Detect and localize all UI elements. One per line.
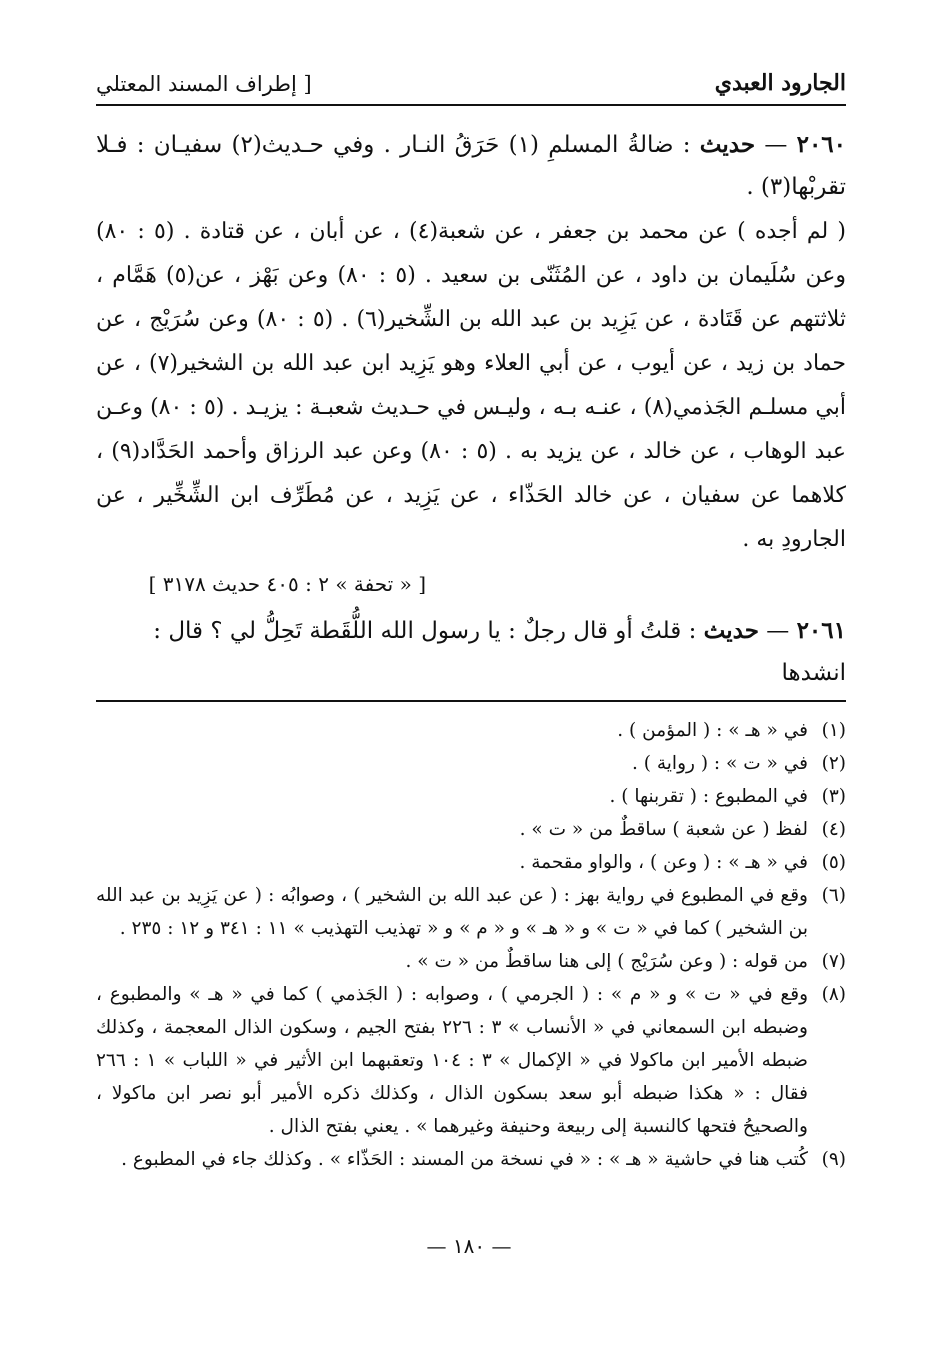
footnote	[96, 978, 846, 1143]
hadith-keyword: حديث	[699, 131, 756, 158]
page-number: — ١٨٠ —	[426, 1234, 512, 1258]
running-header	[96, 70, 846, 106]
footnote-number: (٨)	[821, 984, 846, 1005]
hadith-dash: —	[766, 618, 790, 644]
footnote-number: (١)	[821, 720, 846, 741]
footnote	[96, 879, 846, 945]
footnote-number: (٣)	[821, 786, 846, 807]
footnote	[96, 747, 846, 780]
footnote-number: (٤)	[821, 819, 846, 840]
footnote-number: (٦)	[821, 885, 846, 906]
hadith-text: : قلتُ أو قال رجلٌ : يا رسول الله اللُّقَطة تَحِلُّ لي ؟ قال : انشدها	[153, 618, 846, 686]
tuhfa-reference: [ « تحفة » ٢ : ٤٠٥ حديث ٣١٧٨ ]	[148, 572, 426, 596]
footnote-text: في « هـ » : ( وعن ) ، والواو مقحمة .	[519, 852, 808, 873]
footnote	[96, 846, 846, 879]
header-right-title: الجارود العبدي	[714, 70, 846, 96]
footnote-text: وقع في « ت » و « م » : ( الجرمي ) ، وصوابه : ( الجَذمي ) كما في « هـ » والمطبوع ، وضبطه ابن السمعاني في « الأنساب » ٣ : ٢٢٦ بفتح الجيم ، وسكون الذال المعجمة ، وكذلك ضبطه الأمير ابن ماكولا في « الإكمال » ٣ : ١٠٤ وتعقبهما ابن الأثير في « اللباب » ١ : ٢٦٦ فقال : « هكذا ضبطه أبو سعد بسكون الذال ، وكذلك ذكره الأمير أبو نصر ابن ماكولا ، والصحيحُ فتحها كالنسبة إلى ربيعة وحنيفة وغيرهما » . يعني بفتح الذال .	[96, 984, 809, 1137]
footnote-text: كُتب هنا في حاشية « هـ » : « في نسخة من المسند : الحَذّاء » . وكذلك جاء في المطبوع .	[121, 1149, 808, 1170]
document-page	[96, 70, 846, 1176]
isnad-paragraph: ( لم أجده ) عن محمد بن جعفر ، عن شعبة(٤) ، عن أبان ، عن قتادة . (٥ : ٨٠) وعن سُلَيمان بن داود ، عن المُثَنّى بن سعيد . (٥ : ٨٠) وعن بَهْز ، عن(٥) هَمَّام ، ثلاثتهم عن قَتَادة ، عن يَزِيد بن عبد الله بن الشِّخير(٦) . (٥ : ٨٠) وعن سُرَيْج ، عن حماد بن زيد ، عن أيوب ، عن أبي العلاء وهو يَزِيد ابن عبد الله بن الشخير(٧) ، عن أبي مسلـم الجَذمي(٨) ، عنـه بـه ، وليـس في حـديث شعبـة : يزيـد . (٥ : ٨٠) وعـن عبد الوهاب ، عن خالد ، عن يزيد به . (٥ : ٨٠) وعن عبد الرزاق وأحمد الحَدَّاد(٩) ، كلاهما عن سفيان ، عن خالد الحَذّاء ، عن يَزِيد ، عن مُطَرِّف ابن الشِّخِّير ، عن الجارودِ به .	[96, 219, 847, 552]
footnote-text: في « ت » : ( رواية ) .	[632, 753, 808, 774]
hadith-number: ٢٠٦١	[796, 617, 846, 644]
hadith-number: ٢٠٦٠	[796, 131, 847, 158]
footnote-text: في « هـ » : ( المؤمن ) .	[617, 720, 808, 741]
footnote	[96, 1143, 846, 1176]
footnote	[96, 780, 846, 813]
footnote-text: في المطبوع : ( تقربنها ) .	[609, 786, 808, 807]
hadith-dash: —	[764, 132, 788, 158]
footnote	[96, 945, 846, 978]
footnote-number: (٥)	[821, 852, 846, 873]
footnote	[96, 813, 846, 846]
footnote-text: لفظ ( عن شعبة ) ساقطٌ من « ت » .	[519, 819, 808, 840]
hadith-text: : ضالةُ المسلمِ (١) حَرَقُ النـار . وفي حـديث(٢) سفيـان : فـلا تقربْها(٣) .	[96, 132, 846, 200]
header-left-title: [ إطراف المسند المعتلي	[96, 72, 312, 96]
footnote	[96, 714, 846, 747]
hadith-keyword: حديث	[703, 617, 759, 644]
footnote-number: (٩)	[821, 1149, 846, 1170]
hadith-2061	[96, 610, 846, 702]
footnote-text: من قوله : ( وعن سُرَيْج ) إلى هنا ساقطٌ من « ت » .	[405, 951, 808, 972]
footnote-number: (٢)	[821, 753, 846, 774]
footnote-text: وقع في المطبوع في رواية بهز : ( عن عبد الله بن الشخير ) ، وصوابُه : ( عن يَزِيد بن عبد الله بن الشخير ) كما في « ت » و « هـ » و « م » و « تهذيب التهذيب » ١١ : ٣٤١ و ١٢ : ٢٣٥ .	[96, 885, 808, 939]
footnotes	[96, 714, 846, 1176]
footnote-number: (٧)	[821, 951, 846, 972]
hadith-2060	[96, 124, 846, 208]
